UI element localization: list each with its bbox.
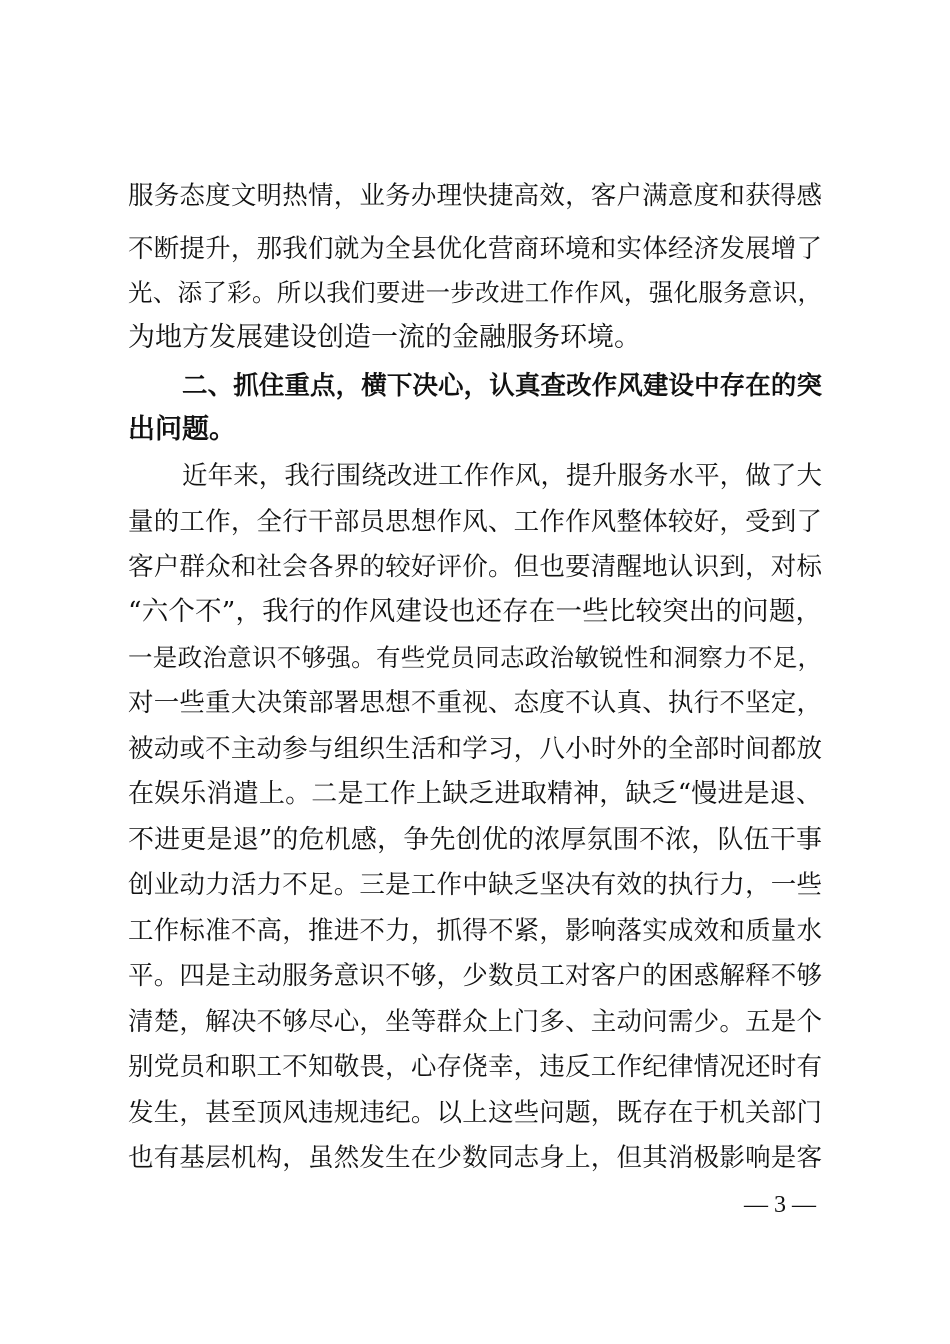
paragraph-2-line-7: 被动或不主动参与组织生活和学习，八小时外的全部时间都放 — [128, 734, 822, 764]
paragraph-2-line-15: 发生，甚至顶风违规违纪。以上这些问题，既存在于机关部门 — [128, 1098, 822, 1128]
paragraph-2-line-11: 工作标准不高，推进不力，抓得不紧，影响落实成效和质量水 — [128, 916, 822, 946]
paragraph-1-line-4: 为地方发展建设创造一流的金融服务环境。 — [128, 322, 641, 353]
paragraph-2-line-13: 清楚，解决不够尽心，坐等群众上门多、主动问需少。五是个 — [128, 1007, 822, 1037]
paragraph-2-line-10: 创业动力活力不足。三是工作中缺乏坚决有效的执行力，一些 — [128, 870, 822, 900]
section-heading-line-1: 二、抓住重点，横下决心，认真查改作风建设中存在的突 — [182, 371, 822, 401]
paragraph-2-line-6: 对一些重大决策部署思想不重视、态度不认真、执行不坚定， — [128, 688, 822, 718]
paragraph-1-line-1: 服务态度文明热情，业务办理快捷高效，客户满意度和获得感 — [128, 181, 822, 211]
paragraph-2-line-12: 平。四是主动服务意识不够，少数员工对客户的困惑解释不够 — [128, 961, 822, 991]
paragraph-2-line-1: 近年来，我行围绕改进工作作风，提升服务水平，做了大 — [182, 461, 822, 491]
paragraph-2-line-8: 在娱乐消遣上。二是工作上缺乏进取精神，缺乏“慢进是退、 — [128, 779, 822, 809]
paragraph-2-line-4: “六个不”，我行的作风建设也还存在一些比较突出的问题， — [128, 596, 822, 627]
paragraph-2-line-16: 也有基层机构，虽然发生在少数同志身上，但其消极影响是客 — [128, 1143, 822, 1173]
paragraph-1-line-2: 不断提升，那我们就为全县优化营商环境和实体经济发展增了 — [128, 234, 822, 264]
paragraph-2-line-5: 一是政治意识不够强。有些党员同志政治敏锐性和洞察力不足， — [128, 643, 822, 672]
section-heading-line-2: 出问题。 — [128, 414, 236, 445]
page-number: — 3 — — [744, 1192, 816, 1218]
paragraph-2-line-9: 不进更是退”的危机感，争先创优的浓厚氛围不浓，队伍干事 — [128, 825, 822, 855]
paragraph-2-line-14: 别党员和职工不知敬畏，心存侥幸，违反工作纪律情况还时有 — [128, 1052, 822, 1082]
paragraph-1-line-3: 光、添了彩。所以我们要进一步改进工作作风，强化服务意识， — [128, 278, 822, 307]
paragraph-2-line-3: 客户群众和社会各界的较好评价。但也要清醒地认识到，对标 — [128, 552, 822, 582]
paragraph-2-line-2: 量的工作，全行干部员思想作风、工作作风整体较好，受到了 — [128, 507, 822, 537]
